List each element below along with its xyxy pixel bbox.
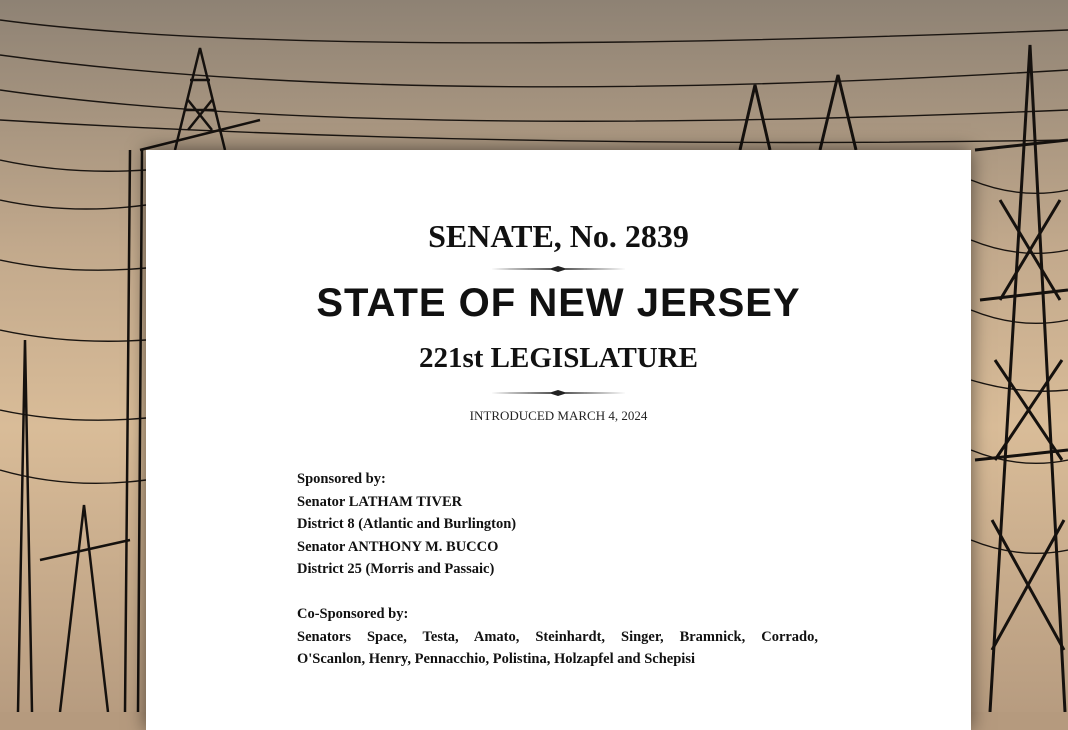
- senate-bill-document: [146, 150, 971, 730]
- ornament-divider-icon: [491, 389, 626, 397]
- sponsors-heading: Sponsored by:: [297, 471, 386, 487]
- sponsor-line: District 25 (Morris and Passaic): [297, 561, 495, 577]
- legislature-title: 221st LEGISLATURE: [418, 342, 699, 374]
- cosponsors-section: [297, 603, 837, 671]
- state-title: STATE OF NEW JERSEY: [316, 281, 801, 325]
- sponsors-section: [297, 468, 837, 581]
- cosponsors-line: Senators Space, Testa, Amato, Steinhardt, Singer, Bramnick, Corrado,: [297, 628, 818, 645]
- bill-number: SENATE, No. 2839: [428, 218, 689, 254]
- cosponsors-heading: Co-Sponsored by:: [297, 606, 409, 622]
- ornament-divider-icon: [491, 265, 626, 273]
- introduced-date: INTRODUCED MARCH 4, 2024: [469, 408, 648, 423]
- cosponsors-line: O'Scanlon, Henry, Pennacchio, Polistina, Holzapfel and Schepisi: [297, 651, 695, 667]
- sponsor-line: Senator ANTHONY M. BUCCO: [297, 538, 499, 555]
- sponsor-line: District 8 (Atlantic and Burlington): [297, 516, 517, 532]
- sponsor-line: Senator LATHAM TIVER: [297, 493, 463, 510]
